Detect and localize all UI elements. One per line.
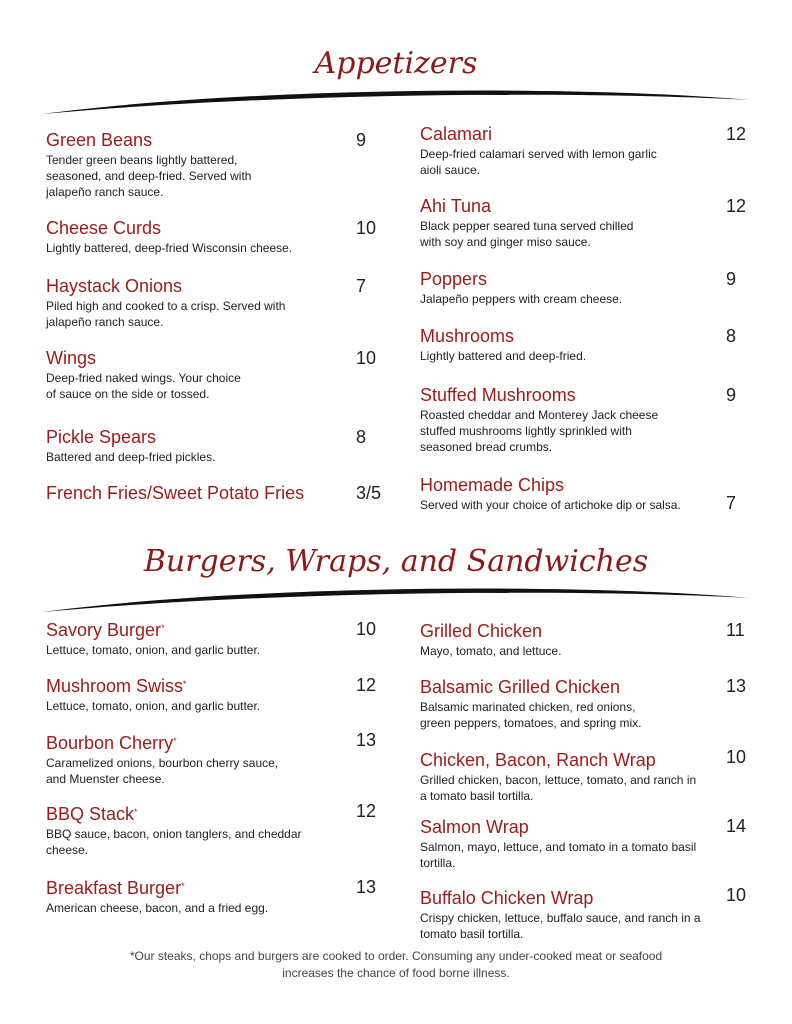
item-name: Poppers — [420, 269, 488, 289]
item-name: Cheese Curds — [46, 218, 162, 238]
menu-item-savory-burger — [46, 620, 376, 658]
menu-item-balsamic-grilled-chicken — [420, 677, 750, 731]
item-name: French Fries/Sweet Potato Fries — [46, 483, 305, 503]
menu-item-french-fries-sweet-potato-fries — [46, 483, 382, 503]
item-description: Battered and deep-fried pickles. — [46, 450, 216, 464]
item-description: Caramelized onions, bourbon cherry sauce, and Muenster cheese. — [46, 756, 279, 786]
menu-item-poppers — [420, 269, 750, 307]
item-price: 11 — [726, 620, 745, 640]
item-name: Stuffed Mushrooms — [420, 385, 576, 405]
item-price: 12 — [356, 801, 377, 821]
item-price: 3/5 — [356, 483, 382, 503]
section-divider — [40, 578, 752, 618]
item-name: Bourbon Cherry* — [46, 733, 177, 753]
burgers-heading: Burgers, Wraps, and Sandwiches — [143, 544, 649, 579]
item-description: BBQ sauce, bacon, onion tanglers, and cheddar cheese. — [46, 827, 302, 857]
item-description: Deep-fried calamari served with lemon garlic aioli sauce. — [420, 147, 657, 177]
item-description: Jalapeño peppers with cream cheese. — [420, 292, 623, 306]
menu-item-wings — [46, 348, 376, 402]
section-divider — [40, 80, 752, 120]
item-description: American cheese, bacon, and a fried egg. — [46, 901, 269, 915]
menu-item-haystack-onions — [46, 276, 376, 330]
menu-item-homemade-chips — [420, 475, 750, 513]
menu-item-bbq-stack — [46, 801, 377, 858]
item-name: Buffalo Chicken Wrap — [420, 888, 594, 908]
item-price: 8 — [356, 427, 367, 447]
item-name: Mushrooms — [420, 326, 515, 346]
item-price: 10 — [356, 619, 377, 639]
item-name: Wings — [46, 348, 97, 368]
item-price: 9 — [726, 269, 737, 289]
item-name: Balsamic Grilled Chicken — [420, 677, 621, 697]
item-description: Roasted cheddar and Monterey Jack cheese stuffed mushrooms lightly sprinkled with seasoned bread crumbs. — [420, 408, 659, 454]
item-name: Pickle Spears — [46, 427, 157, 447]
item-description: Lettuce, tomato, onion, and garlic butter. — [46, 643, 261, 657]
item-name: Salmon Wrap — [420, 817, 529, 837]
menu-item-salmon-wrap — [420, 817, 750, 871]
menu-item-bourbon-cherry — [46, 730, 377, 787]
item-price: 10 — [726, 747, 747, 767]
cooked-to-order-mark: * — [173, 736, 177, 746]
item-description: Lightly battered and deep-fried. — [420, 349, 587, 363]
item-name: Haystack Onions — [46, 276, 183, 296]
item-price: 7 — [356, 276, 367, 296]
item-name: Green Beans — [46, 130, 153, 150]
cooked-to-order-mark: * — [134, 807, 138, 817]
item-description: Piled high and cooked to a crisp. Served with jalapeño ranch sauce. — [46, 299, 286, 329]
item-description: Mayo, tomato, and lettuce. — [420, 644, 562, 658]
item-price: 10 — [356, 218, 377, 238]
item-price: 12 — [726, 124, 747, 144]
item-name: Grilled Chicken — [420, 621, 543, 641]
item-name: Homemade Chips — [420, 475, 565, 495]
item-price: 7 — [726, 493, 737, 513]
item-name: Chicken, Bacon, Ranch Wrap — [420, 750, 656, 770]
appetizers-heading: Appetizers — [314, 46, 478, 81]
menu-item-calamari — [420, 124, 750, 178]
menu-item-cheese-curds — [46, 218, 376, 256]
item-price: 12 — [726, 196, 747, 216]
menu-item-green-beans — [46, 130, 376, 200]
menu-item-ahi-tuna — [420, 196, 750, 250]
item-price: 13 — [726, 676, 747, 696]
item-price: 14 — [726, 816, 747, 836]
item-price: 13 — [356, 730, 377, 750]
item-name: BBQ Stack* — [46, 804, 138, 824]
footer-line: *Our steaks, chops and burgers are cooked to order. Consuming any under-cooked meat or seafood — [129, 949, 663, 963]
item-price: 9 — [356, 130, 367, 150]
item-price: 9 — [726, 385, 737, 405]
footer-line: increases the chance of food borne illness. — [282, 966, 510, 980]
menu-item-pickle-spears — [46, 427, 376, 465]
cooked-to-order-mark: * — [181, 881, 185, 891]
item-name: Savory Burger* — [46, 620, 165, 640]
menu-item-mushrooms — [420, 326, 750, 364]
item-description: Salmon, mayo, lettuce, and tomato in a tomato basil tortilla. — [420, 840, 697, 870]
menu-item-chicken-bacon-ranch-wrap — [420, 747, 750, 804]
menu-item-buffalo-chicken-wrap — [420, 885, 750, 942]
menu-item-grilled-chicken — [420, 621, 750, 659]
item-description: Lightly battered, deep-fried Wisconsin cheese. — [46, 241, 293, 255]
item-description: Tender green beans lightly battered, seasoned, and deep-fried. Served with jalapeño ranch sauce. — [46, 153, 252, 199]
item-description: Balsamic marinated chicken, red onions, green peppers, tomatoes, and spring mix. — [420, 700, 642, 730]
item-name: Mushroom Swiss* — [46, 676, 187, 696]
item-price: 12 — [356, 675, 377, 695]
item-price: 10 — [726, 885, 747, 905]
item-description: Deep-fried naked wings. Your choice of sauce on the side or tossed. — [46, 371, 241, 401]
item-description: Black pepper seared tuna served chilled with soy and ginger miso sauce. — [420, 219, 634, 249]
item-description: Served with your choice of artichoke dip or salsa. — [420, 498, 681, 512]
cooked-to-order-mark: * — [161, 623, 165, 633]
item-name: Calamari — [420, 124, 493, 144]
item-price: 8 — [726, 326, 737, 346]
item-name: Breakfast Burger* — [46, 878, 185, 898]
item-name: Ahi Tuna — [420, 196, 492, 216]
menu-item-breakfast-burger — [46, 878, 376, 916]
item-description: Crispy chicken, lettuce, buffalo sauce, and ranch in a tomato basil tortilla. — [420, 911, 701, 941]
item-price: 10 — [356, 348, 377, 368]
menu-item-mushroom-swiss — [46, 676, 376, 714]
item-description: Lettuce, tomato, onion, and garlic butter. — [46, 699, 261, 713]
item-description: Grilled chicken, bacon, lettuce, tomato, and ranch in a tomato basil tortilla. — [420, 773, 697, 803]
menu-item-stuffed-mushrooms — [420, 385, 750, 455]
item-price: 13 — [356, 877, 377, 897]
food-safety-note — [96, 948, 696, 982]
cooked-to-order-mark: * — [183, 679, 187, 689]
